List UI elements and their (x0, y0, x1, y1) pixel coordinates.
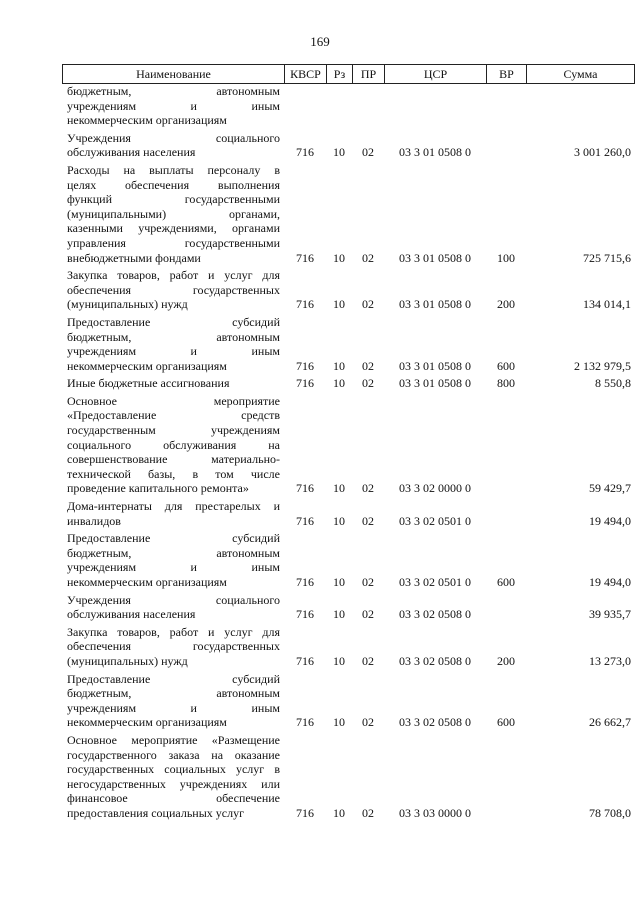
table-header (62, 64, 635, 84)
row-kvsr: 716 (296, 513, 314, 528)
row-sum: 59 429,7 (589, 481, 631, 496)
row-name-line: Предоставление субсидий (67, 314, 280, 329)
row-name-line: Дома-интернаты для престарелых и (67, 499, 280, 514)
row-kvsr: 716 (296, 376, 314, 391)
row-rz: 10 (333, 805, 345, 820)
row-sum: 19 494,0 (589, 575, 631, 589)
page-number: 169 (310, 34, 330, 49)
row-pr: 02 (362, 653, 374, 668)
row-csr: 03 3 02 0508 0 (399, 607, 471, 622)
row-pr: 02 (362, 358, 374, 373)
row-name-line: обеспечения государственных (67, 282, 280, 297)
row-sum: 19 494,0 (589, 513, 631, 528)
header-rz: Рз (327, 65, 353, 83)
row-rz: 10 (333, 513, 345, 528)
row-rz: 10 (333, 607, 345, 622)
row-sum: 26 662,7 (589, 715, 631, 730)
table-row (62, 163, 635, 265)
row-vr: 800 (497, 376, 515, 391)
row-vr: 200 (497, 297, 515, 312)
row-name-line: управления государственными (67, 235, 280, 250)
row-name-line: бюджетным, автономным (67, 329, 280, 344)
row-name-line: государственных социальных услуг в (67, 762, 280, 777)
row-name-line: (муниципальных) нужд (67, 653, 188, 668)
row-kvsr: 716 (296, 145, 314, 160)
header-kvsr: КВСР (285, 65, 327, 83)
row-name-line: предоставления социальных услуг (67, 805, 245, 820)
row-csr: 03 3 02 0501 0 (399, 575, 471, 589)
row-name (62, 84, 284, 128)
row-name-line: целях обеспечения выполнения (67, 177, 280, 192)
row-vr: 600 (497, 358, 515, 373)
row-kvsr: 716 (296, 250, 314, 265)
row-rz: 10 (333, 358, 345, 373)
row-pr: 02 (362, 513, 374, 528)
row-csr: 03 3 01 0508 0 (399, 376, 471, 391)
table-row (62, 625, 635, 669)
row-name-line: обеспечения государственных (67, 639, 280, 654)
row-csr: 03 3 01 0508 0 (399, 358, 471, 373)
row-name-line: Учреждения социального (67, 130, 280, 145)
row-name-line: Учреждения социального (67, 592, 280, 607)
row-rz: 10 (333, 376, 345, 391)
row-name-line: учреждениям и иным (67, 344, 280, 359)
row-name (62, 394, 284, 496)
header-csr: ЦСР (385, 65, 487, 83)
row-name-line: Основное мероприятие «Размещение (67, 732, 280, 747)
row-kvsr: 716 (296, 481, 314, 496)
row-name-line: Закупка товаров, работ и услуг для (67, 268, 280, 283)
row-csr: 03 3 02 0000 0 (399, 481, 471, 496)
row-name-line: инвалидов (67, 513, 121, 528)
row-name-line: бюджетным, автономным (67, 686, 280, 701)
row-name-line: финансовое обеспечение (67, 791, 280, 806)
table-row (62, 733, 635, 821)
row-name-line: бюджетным, автономным (67, 84, 280, 98)
row-name-line: (муниципальными) органами, (67, 206, 280, 221)
row-rz: 10 (333, 715, 345, 730)
row-name-line: государственного заказа на оказание (67, 747, 280, 762)
row-name-line: учреждениям и иным (67, 560, 280, 575)
row-sum: 2 132 979,5 (574, 358, 631, 373)
row-sum: 13 273,0 (589, 653, 631, 668)
row-name (62, 499, 284, 528)
row-csr: 03 3 02 0508 0 (399, 653, 471, 668)
row-name-line: казенными учреждениями, органами (67, 221, 280, 236)
row-vr: 600 (497, 715, 515, 730)
row-name-line: Иные бюджетные ассигнования (67, 376, 230, 391)
row-kvsr: 716 (296, 805, 314, 820)
table-row (62, 131, 635, 160)
header-vr: ВР (487, 65, 527, 83)
row-pr: 02 (362, 805, 374, 820)
row-name-line: обслуживания населения (67, 145, 196, 160)
row-name-line: некоммерческим организациям (67, 715, 227, 730)
row-name-line: бюджетным, автономным (67, 545, 280, 560)
row-name-line: Предоставление субсидий (67, 531, 280, 546)
row-name-line: социального обслуживания на (67, 437, 280, 452)
row-csr: 03 3 01 0508 0 (399, 250, 471, 265)
table-row (62, 315, 635, 373)
row-name-line: учреждениям и иным (67, 700, 280, 715)
row-name-line: Закупка товаров, работ и услуг для (67, 624, 280, 639)
row-name-line: Основное мероприятие (67, 393, 280, 408)
row-pr: 02 (362, 607, 374, 622)
row-pr: 02 (362, 145, 374, 160)
row-kvsr: 716 (296, 358, 314, 373)
table-row (62, 376, 635, 391)
row-kvsr: 716 (296, 297, 314, 312)
row-name-line: негосударственных учреждениях или (67, 776, 280, 791)
row-name-line: совершенствование материально- (67, 452, 280, 467)
row-pr: 02 (362, 376, 374, 391)
row-kvsr: 716 (296, 607, 314, 622)
row-name-line: проведение капитального ремонта» (67, 481, 249, 496)
table-row (62, 672, 635, 730)
table-row (62, 593, 635, 622)
row-pr: 02 (362, 297, 374, 312)
header-name: Наименование (63, 65, 285, 83)
row-name (62, 593, 284, 622)
row-vr: 200 (497, 653, 515, 668)
row-rz: 10 (333, 575, 345, 589)
row-rz: 10 (333, 250, 345, 265)
row-name-line: Расходы на выплаты персоналу в (67, 162, 280, 177)
row-kvsr: 716 (296, 575, 314, 589)
row-name (62, 376, 284, 391)
row-pr: 02 (362, 250, 374, 265)
row-vr: 100 (497, 250, 515, 265)
row-name (62, 531, 284, 589)
row-csr: 03 3 01 0508 0 (399, 145, 471, 160)
row-name (62, 315, 284, 373)
row-sum: 39 935,7 (589, 607, 631, 622)
row-name (62, 672, 284, 730)
row-kvsr: 716 (296, 653, 314, 668)
row-name (62, 163, 284, 265)
table-row (62, 499, 635, 528)
row-pr: 02 (362, 481, 374, 496)
row-name (62, 625, 284, 669)
row-csr: 03 3 02 0508 0 (399, 715, 471, 730)
row-sum: 725 715,6 (583, 250, 631, 265)
row-name (62, 131, 284, 160)
row-name-line: обслуживания населения (67, 607, 196, 622)
row-vr: 600 (497, 575, 515, 589)
row-sum: 8 550,8 (595, 376, 631, 391)
row-name (62, 268, 284, 312)
row-csr: 03 3 01 0508 0 (399, 297, 471, 312)
budget-table (62, 64, 635, 821)
row-pr: 02 (362, 575, 374, 589)
row-name-line: внебюджетными фондами (67, 250, 201, 265)
row-pr: 02 (362, 715, 374, 730)
table-row (62, 531, 635, 589)
table-row (62, 394, 635, 496)
row-name-line: технической базы, в том числе (67, 466, 280, 481)
row-name-line: некоммерческим организациям (67, 575, 227, 589)
table-row (62, 84, 635, 128)
row-csr: 03 3 02 0501 0 (399, 513, 471, 528)
row-name-line: учреждениям и иным (67, 98, 280, 113)
row-sum: 3 001 260,0 (574, 145, 631, 160)
table-body (62, 84, 635, 821)
row-name-line: функций государственными (67, 192, 280, 207)
row-rz: 10 (333, 653, 345, 668)
row-kvsr: 716 (296, 715, 314, 730)
table-row (62, 268, 635, 312)
row-name-line: некоммерческим организациям (67, 113, 227, 128)
row-rz: 10 (333, 481, 345, 496)
header-sum: Сумма (563, 66, 598, 81)
row-rz: 10 (333, 145, 345, 160)
row-sum: 134 014,1 (583, 297, 631, 312)
row-csr: 03 3 03 0000 0 (399, 805, 471, 820)
row-name (62, 733, 284, 821)
row-name-line: Предоставление субсидий (67, 671, 280, 686)
row-name-line: (муниципальных) нужд (67, 297, 188, 312)
row-sum: 78 708,0 (589, 805, 631, 820)
row-rz: 10 (333, 297, 345, 312)
header-pr: ПР (353, 65, 385, 83)
row-name-line: некоммерческим организациям (67, 358, 227, 373)
row-name-line: «Предоставление средств (67, 408, 280, 423)
row-name-line: государственным учреждениям (67, 423, 280, 438)
